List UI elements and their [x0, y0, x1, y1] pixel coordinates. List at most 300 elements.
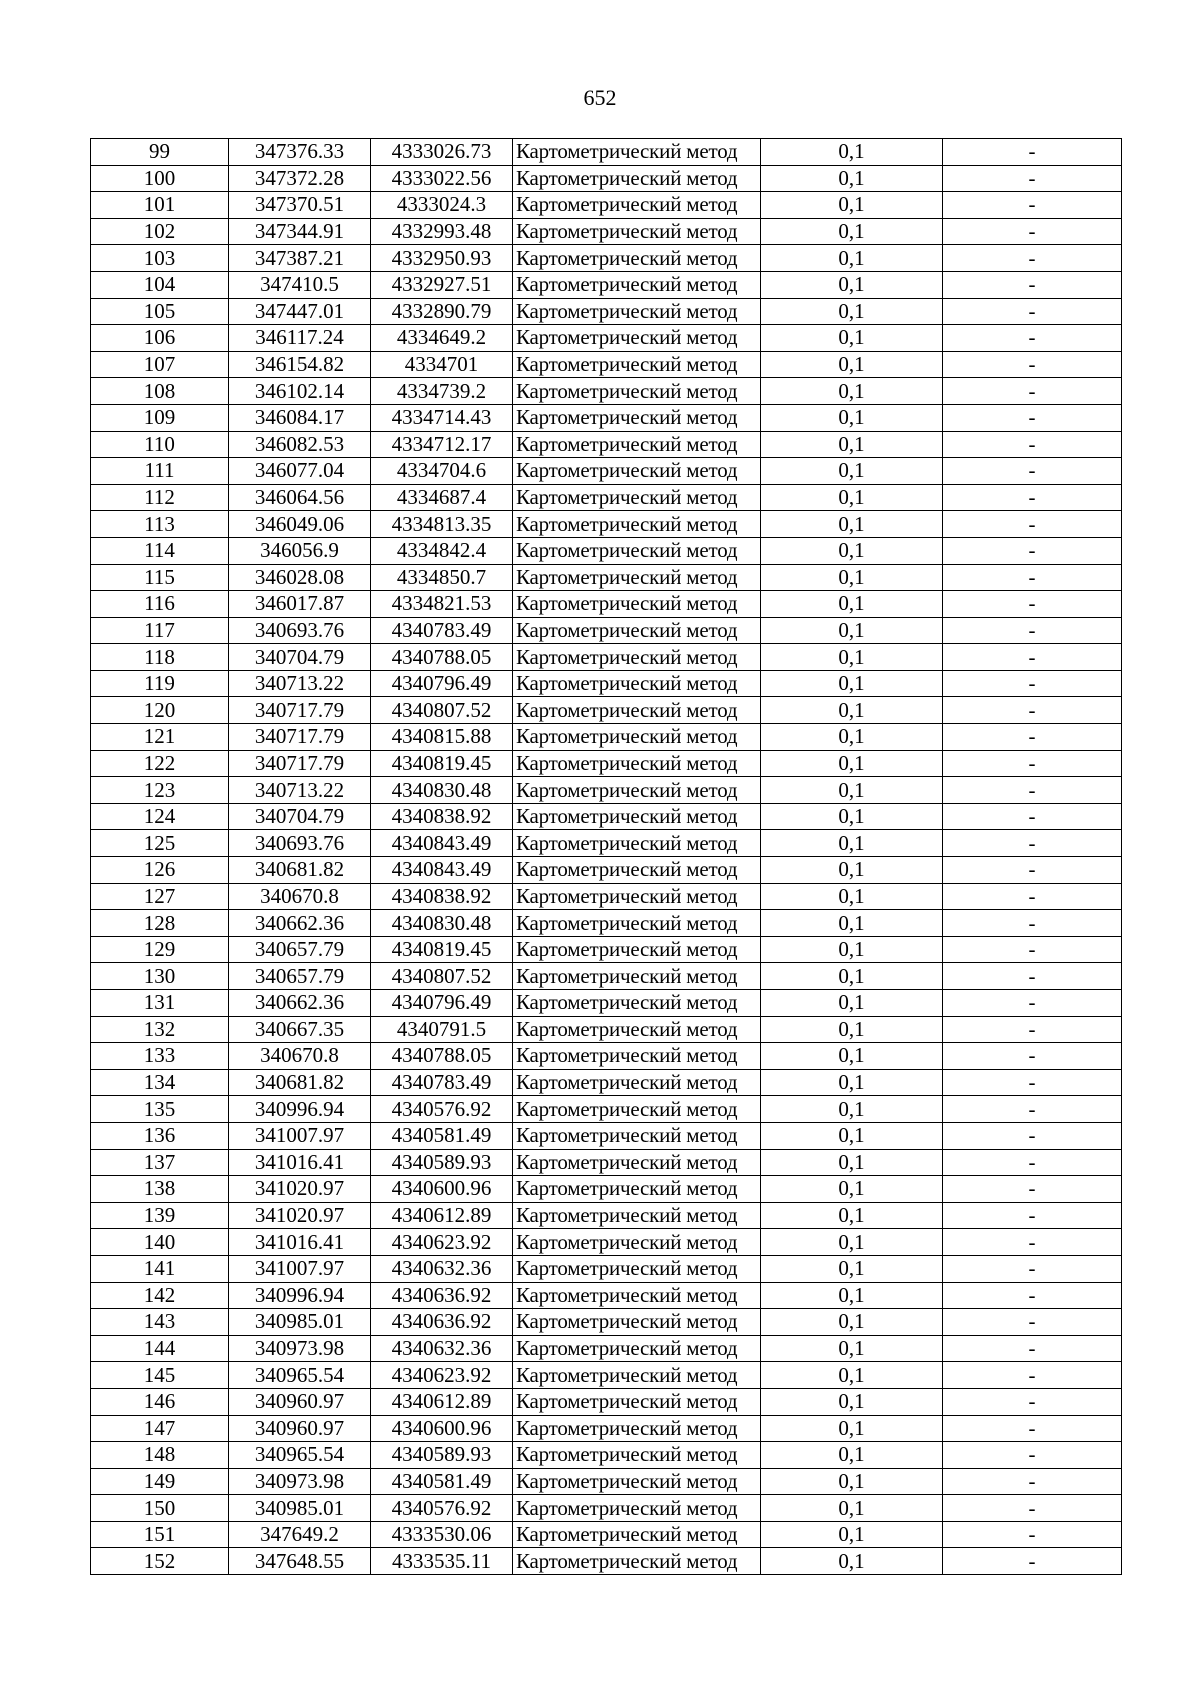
point-number-cell: 120 — [91, 697, 229, 724]
accuracy-cell: 0,1 — [761, 1282, 943, 1309]
x-coordinate-cell: 346049.06 — [229, 511, 371, 538]
method-cell: Картометрический метод — [513, 271, 761, 298]
method-cell: Картометрический метод — [513, 1442, 761, 1469]
table-row — [91, 139, 1122, 166]
y-coordinate-cell: 4340788.05 — [371, 644, 513, 671]
method-cell: Картометрический метод — [513, 857, 761, 884]
method-cell: Картометрический метод — [513, 777, 761, 804]
description-cell: - — [943, 617, 1122, 644]
accuracy-cell: 0,1 — [761, 883, 943, 910]
table-row — [91, 697, 1122, 724]
method-cell: Картометрический метод — [513, 670, 761, 697]
method-cell: Картометрический метод — [513, 803, 761, 830]
y-coordinate-cell: 4332927.51 — [371, 271, 513, 298]
accuracy-cell: 0,1 — [761, 1362, 943, 1389]
description-cell: - — [943, 325, 1122, 352]
table-row — [91, 537, 1122, 564]
accuracy-cell: 0,1 — [761, 963, 943, 990]
method-cell: Картометрический метод — [513, 537, 761, 564]
method-cell: Картометрический метод — [513, 431, 761, 458]
description-cell: - — [943, 245, 1122, 272]
x-coordinate-cell: 347387.21 — [229, 245, 371, 272]
method-cell: Картометрический метод — [513, 724, 761, 751]
method-cell: Картометрический метод — [513, 404, 761, 431]
point-number-cell: 105 — [91, 298, 229, 325]
method-cell: Картометрический метод — [513, 1069, 761, 1096]
x-coordinate-cell: 347372.28 — [229, 165, 371, 192]
accuracy-cell: 0,1 — [761, 511, 943, 538]
point-number-cell: 139 — [91, 1202, 229, 1229]
description-cell: - — [943, 192, 1122, 219]
y-coordinate-cell: 4334687.4 — [371, 484, 513, 511]
table-row — [91, 803, 1122, 830]
description-cell: - — [943, 484, 1122, 511]
table-row — [91, 1016, 1122, 1043]
y-coordinate-cell: 4333022.56 — [371, 165, 513, 192]
accuracy-cell: 0,1 — [761, 1388, 943, 1415]
accuracy-cell: 0,1 — [761, 936, 943, 963]
description-cell: - — [943, 1495, 1122, 1522]
y-coordinate-cell: 4340581.49 — [371, 1468, 513, 1495]
accuracy-cell: 0,1 — [761, 644, 943, 671]
x-coordinate-cell: 340681.82 — [229, 857, 371, 884]
table-row — [91, 1335, 1122, 1362]
x-coordinate-cell: 340713.22 — [229, 670, 371, 697]
method-cell: Картометрический метод — [513, 644, 761, 671]
point-number-cell: 148 — [91, 1442, 229, 1469]
point-number-cell: 104 — [91, 271, 229, 298]
method-cell: Картометрический метод — [513, 1415, 761, 1442]
point-number-cell: 114 — [91, 537, 229, 564]
method-cell: Картометрический метод — [513, 591, 761, 618]
accuracy-cell: 0,1 — [761, 378, 943, 405]
accuracy-cell: 0,1 — [761, 697, 943, 724]
method-cell: Картометрический метод — [513, 963, 761, 990]
y-coordinate-cell: 4334714.43 — [371, 404, 513, 431]
table-row — [91, 1229, 1122, 1256]
y-coordinate-cell: 4340843.49 — [371, 857, 513, 884]
table-row — [91, 644, 1122, 671]
x-coordinate-cell: 346064.56 — [229, 484, 371, 511]
description-cell: - — [943, 431, 1122, 458]
y-coordinate-cell: 4332993.48 — [371, 218, 513, 245]
description-cell: - — [943, 670, 1122, 697]
description-cell: - — [943, 644, 1122, 671]
description-cell: - — [943, 990, 1122, 1017]
description-cell: - — [943, 404, 1122, 431]
accuracy-cell: 0,1 — [761, 165, 943, 192]
method-cell: Картометрический метод — [513, 910, 761, 937]
point-number-cell: 152 — [91, 1548, 229, 1575]
y-coordinate-cell: 4340600.96 — [371, 1176, 513, 1203]
method-cell: Картометрический метод — [513, 830, 761, 857]
point-number-cell: 145 — [91, 1362, 229, 1389]
x-coordinate-cell: 346154.82 — [229, 351, 371, 378]
table-row — [91, 910, 1122, 937]
point-number-cell: 146 — [91, 1388, 229, 1415]
x-coordinate-cell: 347370.51 — [229, 192, 371, 219]
description-cell: - — [943, 724, 1122, 751]
method-cell: Картометрический метод — [513, 697, 761, 724]
y-coordinate-cell: 4340581.49 — [371, 1122, 513, 1149]
description-cell: - — [943, 963, 1122, 990]
x-coordinate-cell: 340662.36 — [229, 910, 371, 937]
point-number-cell: 121 — [91, 724, 229, 751]
y-coordinate-cell: 4340791.5 — [371, 1016, 513, 1043]
method-cell: Картометрический метод — [513, 165, 761, 192]
point-number-cell: 130 — [91, 963, 229, 990]
y-coordinate-cell: 4340788.05 — [371, 1043, 513, 1070]
accuracy-cell: 0,1 — [761, 857, 943, 884]
x-coordinate-cell: 346017.87 — [229, 591, 371, 618]
accuracy-cell: 0,1 — [761, 192, 943, 219]
table-row — [91, 458, 1122, 485]
method-cell: Картометрический метод — [513, 218, 761, 245]
table-row — [91, 564, 1122, 591]
method-cell: Картометрический метод — [513, 1149, 761, 1176]
table-row — [91, 1388, 1122, 1415]
method-cell: Картометрический метод — [513, 298, 761, 325]
x-coordinate-cell: 341020.97 — [229, 1202, 371, 1229]
y-coordinate-cell: 4334649.2 — [371, 325, 513, 352]
x-coordinate-cell: 341016.41 — [229, 1229, 371, 1256]
method-cell: Картометрический метод — [513, 1309, 761, 1336]
method-cell: Картометрический метод — [513, 245, 761, 272]
description-cell: - — [943, 910, 1122, 937]
point-number-cell: 108 — [91, 378, 229, 405]
method-cell: Картометрический метод — [513, 511, 761, 538]
method-cell: Картометрический метод — [513, 139, 761, 166]
x-coordinate-cell: 340657.79 — [229, 936, 371, 963]
y-coordinate-cell: 4334701 — [371, 351, 513, 378]
accuracy-cell: 0,1 — [761, 139, 943, 166]
accuracy-cell: 0,1 — [761, 298, 943, 325]
accuracy-cell: 0,1 — [761, 325, 943, 352]
coordinates-table — [90, 138, 1122, 1575]
description-cell: - — [943, 537, 1122, 564]
x-coordinate-cell: 340965.54 — [229, 1442, 371, 1469]
x-coordinate-cell: 341020.97 — [229, 1176, 371, 1203]
y-coordinate-cell: 4340612.89 — [371, 1202, 513, 1229]
method-cell: Картометрический метод — [513, 1122, 761, 1149]
y-coordinate-cell: 4340819.45 — [371, 750, 513, 777]
y-coordinate-cell: 4340632.36 — [371, 1255, 513, 1282]
point-number-cell: 140 — [91, 1229, 229, 1256]
description-cell: - — [943, 1096, 1122, 1123]
point-number-cell: 113 — [91, 511, 229, 538]
accuracy-cell: 0,1 — [761, 484, 943, 511]
point-number-cell: 107 — [91, 351, 229, 378]
accuracy-cell: 0,1 — [761, 591, 943, 618]
y-coordinate-cell: 4340576.92 — [371, 1495, 513, 1522]
table-row — [91, 936, 1122, 963]
point-number-cell: 102 — [91, 218, 229, 245]
y-coordinate-cell: 4334821.53 — [371, 591, 513, 618]
method-cell: Картометрический метод — [513, 617, 761, 644]
description-cell: - — [943, 1122, 1122, 1149]
y-coordinate-cell: 4334842.4 — [371, 537, 513, 564]
y-coordinate-cell: 4332950.93 — [371, 245, 513, 272]
method-cell: Картометрический метод — [513, 1202, 761, 1229]
accuracy-cell: 0,1 — [761, 564, 943, 591]
y-coordinate-cell: 4340783.49 — [371, 617, 513, 644]
accuracy-cell: 0,1 — [761, 830, 943, 857]
accuracy-cell: 0,1 — [761, 724, 943, 751]
y-coordinate-cell: 4333024.3 — [371, 192, 513, 219]
table-row — [91, 165, 1122, 192]
x-coordinate-cell: 340717.79 — [229, 724, 371, 751]
table-row — [91, 1468, 1122, 1495]
description-cell: - — [943, 1229, 1122, 1256]
description-cell: - — [943, 1255, 1122, 1282]
y-coordinate-cell: 4340807.52 — [371, 697, 513, 724]
description-cell: - — [943, 1415, 1122, 1442]
method-cell: Картометрический метод — [513, 1548, 761, 1575]
description-cell: - — [943, 1309, 1122, 1336]
accuracy-cell: 0,1 — [761, 218, 943, 245]
point-number-cell: 117 — [91, 617, 229, 644]
x-coordinate-cell: 340996.94 — [229, 1282, 371, 1309]
method-cell: Картометрический метод — [513, 750, 761, 777]
y-coordinate-cell: 4340807.52 — [371, 963, 513, 990]
table-row — [91, 1149, 1122, 1176]
table-row — [91, 1495, 1122, 1522]
method-cell: Картометрический метод — [513, 1335, 761, 1362]
point-number-cell: 126 — [91, 857, 229, 884]
x-coordinate-cell: 340965.54 — [229, 1362, 371, 1389]
accuracy-cell: 0,1 — [761, 1069, 943, 1096]
y-coordinate-cell: 4340783.49 — [371, 1069, 513, 1096]
x-coordinate-cell: 340670.8 — [229, 883, 371, 910]
description-cell: - — [943, 1282, 1122, 1309]
table-row — [91, 1202, 1122, 1229]
x-coordinate-cell: 346082.53 — [229, 431, 371, 458]
table-row — [91, 1362, 1122, 1389]
description-cell: - — [943, 830, 1122, 857]
table-row — [91, 1069, 1122, 1096]
y-coordinate-cell: 4340623.92 — [371, 1362, 513, 1389]
y-coordinate-cell: 4334704.6 — [371, 458, 513, 485]
point-number-cell: 137 — [91, 1149, 229, 1176]
description-cell: - — [943, 750, 1122, 777]
accuracy-cell: 0,1 — [761, 990, 943, 1017]
x-coordinate-cell: 340670.8 — [229, 1043, 371, 1070]
point-number-cell: 115 — [91, 564, 229, 591]
y-coordinate-cell: 4340589.93 — [371, 1442, 513, 1469]
x-coordinate-cell: 340960.97 — [229, 1388, 371, 1415]
description-cell: - — [943, 697, 1122, 724]
table-row — [91, 883, 1122, 910]
method-cell: Картометрический метод — [513, 378, 761, 405]
method-cell: Картометрический метод — [513, 1282, 761, 1309]
accuracy-cell: 0,1 — [761, 431, 943, 458]
description-cell: - — [943, 883, 1122, 910]
accuracy-cell: 0,1 — [761, 617, 943, 644]
point-number-cell: 138 — [91, 1176, 229, 1203]
x-coordinate-cell: 340667.35 — [229, 1016, 371, 1043]
description-cell: - — [943, 458, 1122, 485]
table-row — [91, 378, 1122, 405]
description-cell: - — [943, 803, 1122, 830]
y-coordinate-cell: 4340589.93 — [371, 1149, 513, 1176]
accuracy-cell: 0,1 — [761, 1442, 943, 1469]
method-cell: Картометрический метод — [513, 936, 761, 963]
y-coordinate-cell: 4334712.17 — [371, 431, 513, 458]
point-number-cell: 134 — [91, 1069, 229, 1096]
accuracy-cell: 0,1 — [761, 271, 943, 298]
method-cell: Картометрический метод — [513, 1362, 761, 1389]
accuracy-cell: 0,1 — [761, 1255, 943, 1282]
point-number-cell: 136 — [91, 1122, 229, 1149]
method-cell: Картометрический метод — [513, 484, 761, 511]
x-coordinate-cell: 347648.55 — [229, 1548, 371, 1575]
y-coordinate-cell: 4340636.92 — [371, 1282, 513, 1309]
description-cell: - — [943, 1362, 1122, 1389]
table-row — [91, 1122, 1122, 1149]
table-row — [91, 1043, 1122, 1070]
method-cell: Картометрический метод — [513, 192, 761, 219]
y-coordinate-cell: 4340636.92 — [371, 1309, 513, 1336]
table-row — [91, 218, 1122, 245]
description-cell: - — [943, 139, 1122, 166]
table-row — [91, 750, 1122, 777]
x-coordinate-cell: 340693.76 — [229, 617, 371, 644]
point-number-cell: 123 — [91, 777, 229, 804]
accuracy-cell: 0,1 — [761, 1415, 943, 1442]
method-cell: Картометрический метод — [513, 883, 761, 910]
accuracy-cell: 0,1 — [761, 1202, 943, 1229]
accuracy-cell: 0,1 — [761, 1176, 943, 1203]
x-coordinate-cell: 340713.22 — [229, 777, 371, 804]
y-coordinate-cell: 4340838.92 — [371, 803, 513, 830]
table-row — [91, 1309, 1122, 1336]
point-number-cell: 111 — [91, 458, 229, 485]
description-cell: - — [943, 1388, 1122, 1415]
method-cell: Картометрический метод — [513, 1388, 761, 1415]
method-cell: Картометрический метод — [513, 1043, 761, 1070]
point-number-cell: 147 — [91, 1415, 229, 1442]
table-row — [91, 830, 1122, 857]
accuracy-cell: 0,1 — [761, 1495, 943, 1522]
point-number-cell: 101 — [91, 192, 229, 219]
description-cell: - — [943, 1548, 1122, 1575]
table-row — [91, 1096, 1122, 1123]
y-coordinate-cell: 4340612.89 — [371, 1388, 513, 1415]
description-cell: - — [943, 1149, 1122, 1176]
x-coordinate-cell: 346102.14 — [229, 378, 371, 405]
y-coordinate-cell: 4340623.92 — [371, 1229, 513, 1256]
method-cell: Картометрический метод — [513, 1016, 761, 1043]
accuracy-cell: 0,1 — [761, 910, 943, 937]
method-cell: Картометрический метод — [513, 325, 761, 352]
x-coordinate-cell: 340973.98 — [229, 1335, 371, 1362]
accuracy-cell: 0,1 — [761, 1122, 943, 1149]
x-coordinate-cell: 346117.24 — [229, 325, 371, 352]
x-coordinate-cell: 340704.79 — [229, 803, 371, 830]
point-number-cell: 100 — [91, 165, 229, 192]
table-row — [91, 192, 1122, 219]
point-number-cell: 116 — [91, 591, 229, 618]
table-row — [91, 777, 1122, 804]
y-coordinate-cell: 4340815.88 — [371, 724, 513, 751]
table-row — [91, 1548, 1122, 1575]
x-coordinate-cell: 346077.04 — [229, 458, 371, 485]
y-coordinate-cell: 4340796.49 — [371, 670, 513, 697]
table-row — [91, 484, 1122, 511]
method-cell: Картометрический метод — [513, 990, 761, 1017]
y-coordinate-cell: 4334813.35 — [371, 511, 513, 538]
table-row — [91, 670, 1122, 697]
point-number-cell: 150 — [91, 1495, 229, 1522]
y-coordinate-cell: 4334739.2 — [371, 378, 513, 405]
table-row — [91, 245, 1122, 272]
accuracy-cell: 0,1 — [761, 245, 943, 272]
x-coordinate-cell: 340717.79 — [229, 750, 371, 777]
x-coordinate-cell: 340662.36 — [229, 990, 371, 1017]
table-row — [91, 1282, 1122, 1309]
x-coordinate-cell: 341007.97 — [229, 1255, 371, 1282]
method-cell: Картометрический метод — [513, 1176, 761, 1203]
description-cell: - — [943, 591, 1122, 618]
accuracy-cell: 0,1 — [761, 750, 943, 777]
accuracy-cell: 0,1 — [761, 1548, 943, 1575]
y-coordinate-cell: 4340830.48 — [371, 910, 513, 937]
accuracy-cell: 0,1 — [761, 1468, 943, 1495]
description-cell: - — [943, 1468, 1122, 1495]
y-coordinate-cell: 4340830.48 — [371, 777, 513, 804]
point-number-cell: 106 — [91, 325, 229, 352]
accuracy-cell: 0,1 — [761, 803, 943, 830]
y-coordinate-cell: 4340796.49 — [371, 990, 513, 1017]
accuracy-cell: 0,1 — [761, 1016, 943, 1043]
x-coordinate-cell: 340681.82 — [229, 1069, 371, 1096]
description-cell: - — [943, 1521, 1122, 1548]
description-cell: - — [943, 511, 1122, 538]
x-coordinate-cell: 346084.17 — [229, 404, 371, 431]
x-coordinate-cell: 340717.79 — [229, 697, 371, 724]
accuracy-cell: 0,1 — [761, 351, 943, 378]
point-number-cell: 132 — [91, 1016, 229, 1043]
accuracy-cell: 0,1 — [761, 1309, 943, 1336]
y-coordinate-cell: 4340576.92 — [371, 1096, 513, 1123]
accuracy-cell: 0,1 — [761, 1043, 943, 1070]
point-number-cell: 133 — [91, 1043, 229, 1070]
description-cell: - — [943, 1442, 1122, 1469]
accuracy-cell: 0,1 — [761, 1229, 943, 1256]
point-number-cell: 124 — [91, 803, 229, 830]
method-cell: Картометрический метод — [513, 458, 761, 485]
point-number-cell: 143 — [91, 1309, 229, 1336]
x-coordinate-cell: 340657.79 — [229, 963, 371, 990]
point-number-cell: 128 — [91, 910, 229, 937]
description-cell: - — [943, 1043, 1122, 1070]
table-row — [91, 298, 1122, 325]
table-row — [91, 1255, 1122, 1282]
x-coordinate-cell: 346028.08 — [229, 564, 371, 591]
point-number-cell: 119 — [91, 670, 229, 697]
y-coordinate-cell: 4333535.11 — [371, 1548, 513, 1575]
description-cell: - — [943, 564, 1122, 591]
accuracy-cell: 0,1 — [761, 404, 943, 431]
point-number-cell: 135 — [91, 1096, 229, 1123]
x-coordinate-cell: 341007.97 — [229, 1122, 371, 1149]
description-cell: - — [943, 1176, 1122, 1203]
description-cell: - — [943, 378, 1122, 405]
x-coordinate-cell: 347649.2 — [229, 1521, 371, 1548]
y-coordinate-cell: 4332890.79 — [371, 298, 513, 325]
accuracy-cell: 0,1 — [761, 1335, 943, 1362]
point-number-cell: 142 — [91, 1282, 229, 1309]
